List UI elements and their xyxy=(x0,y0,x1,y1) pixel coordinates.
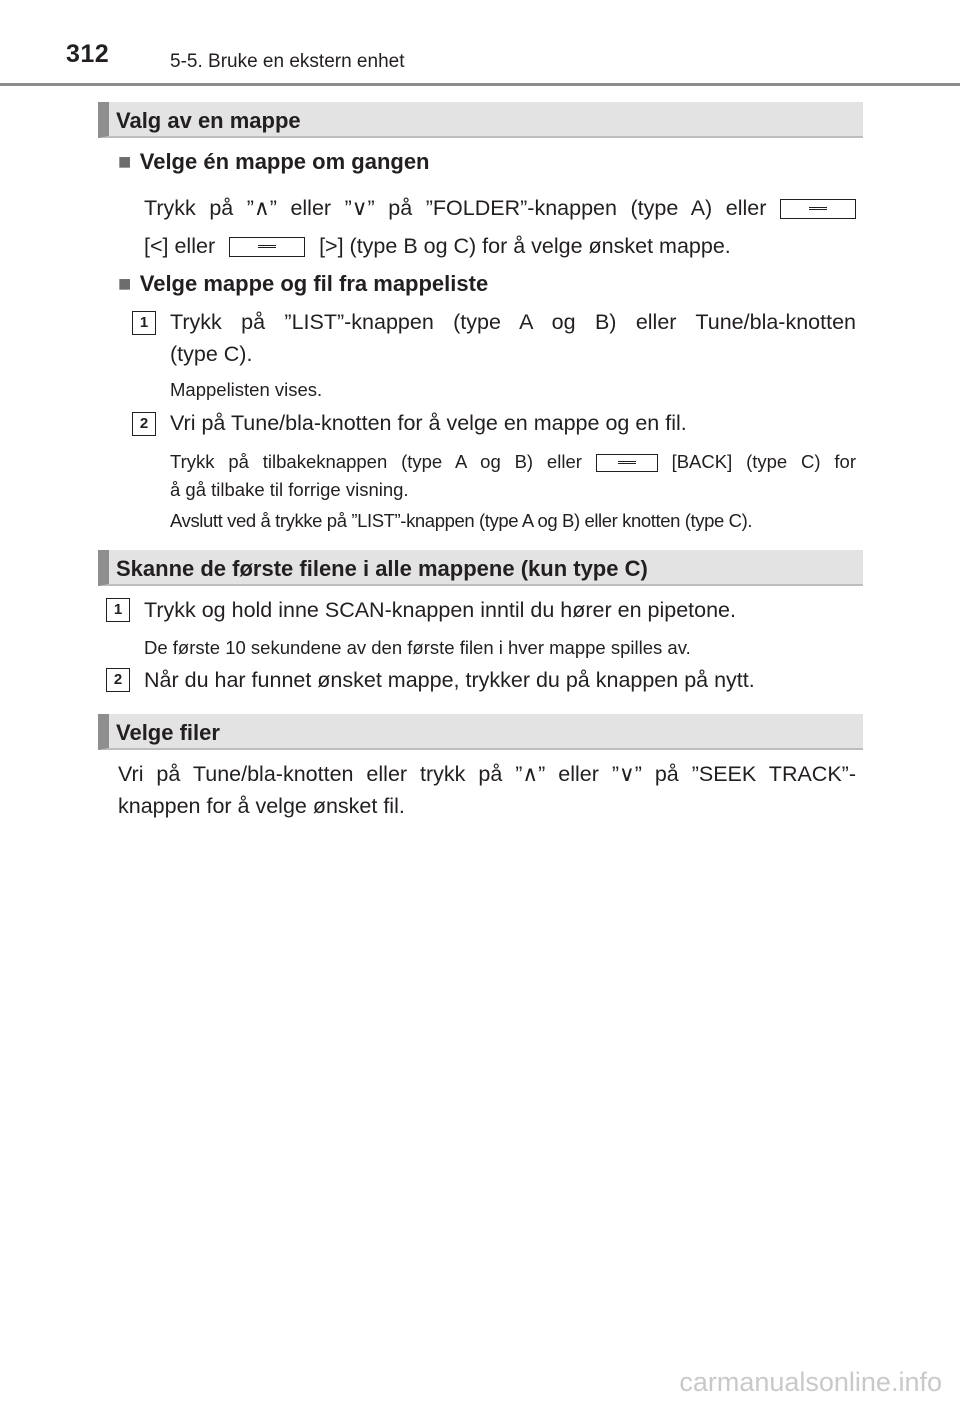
step-number-1: 1 xyxy=(132,311,156,335)
paragraph-folder-button-line2: [<] eller [>] (type B og C) for å velge ønsket mappe. xyxy=(144,234,731,258)
section-heading-folder-selection xyxy=(98,102,863,138)
subheading-folder-list: ■ Velge mappe og fil fra mappeliste xyxy=(118,271,489,296)
watermark[interactable]: carmanualsonline.info xyxy=(679,1367,942,1397)
scan-step-1-note: De første 10 sekundene av den første filen i hver mappe spilles av. xyxy=(144,637,691,658)
step-2-text: Vri på Tune/bla-knotten for å velge en mappe og en fil. xyxy=(170,411,687,435)
scan-step-1-text: Trykk og hold inne SCAN-knappen inntil du hører en pipetone. xyxy=(144,598,736,622)
step-1-note: Mappelisten vises. xyxy=(170,379,323,400)
chapter-title: 5-5. Bruke en ekstern enhet xyxy=(170,51,405,72)
step-1-text: Trykk på ”LIST”-knappen (type A og B) eller Tune/bla-knotten xyxy=(170,310,856,334)
square-bullet-icon: ■ xyxy=(118,271,132,296)
step-2-note-exit: Avslutt ved å trykke på ”LIST”-knappen (type A og B) eller knotten (type C). xyxy=(170,510,753,531)
button-symbol-icon xyxy=(596,454,658,472)
step-number-2: 2 xyxy=(106,668,130,692)
scan-step-2-text: Når du har funnet ønsket mappe, trykker du på knappen på nytt. xyxy=(144,668,755,692)
page-number: 312 xyxy=(66,40,110,68)
section-title: Skanne de første filene i alle mappene (kun type C) xyxy=(116,556,648,581)
header-divider xyxy=(0,83,960,86)
subheading-one-folder: ■ Velge én mappe om gangen xyxy=(118,149,430,174)
section-heading-scan xyxy=(98,550,863,586)
step-number-1: 1 xyxy=(106,598,130,622)
step-number-2: 2 xyxy=(132,412,156,436)
step-2-note-line2: å gå tilbake til forrige visning. xyxy=(170,479,409,500)
select-files-text-line2: knappen for å velge ønsket fil. xyxy=(118,794,405,818)
step-1-text-line2: (type C). xyxy=(170,342,253,366)
select-files-text: Vri på Tune/bla-knotten eller trykk på ”∧” eller ”∨” på ”SEEK TRACK”- xyxy=(118,762,856,786)
button-symbol-icon xyxy=(229,237,305,257)
step-2-note: Trykk på tilbakeknappen (type A og B) eller [BACK] (type C) for xyxy=(170,451,856,472)
section-title: Valg av en mappe xyxy=(116,108,301,133)
paragraph-folder-button: Trykk på ”∧” eller ”∨” på ”FOLDER”-knappen (type A) eller xyxy=(144,192,856,224)
square-bullet-icon: ■ xyxy=(118,149,132,174)
section-heading-select-files xyxy=(98,714,863,750)
section-title: Velge filer xyxy=(116,720,220,745)
button-symbol-icon xyxy=(780,199,856,219)
